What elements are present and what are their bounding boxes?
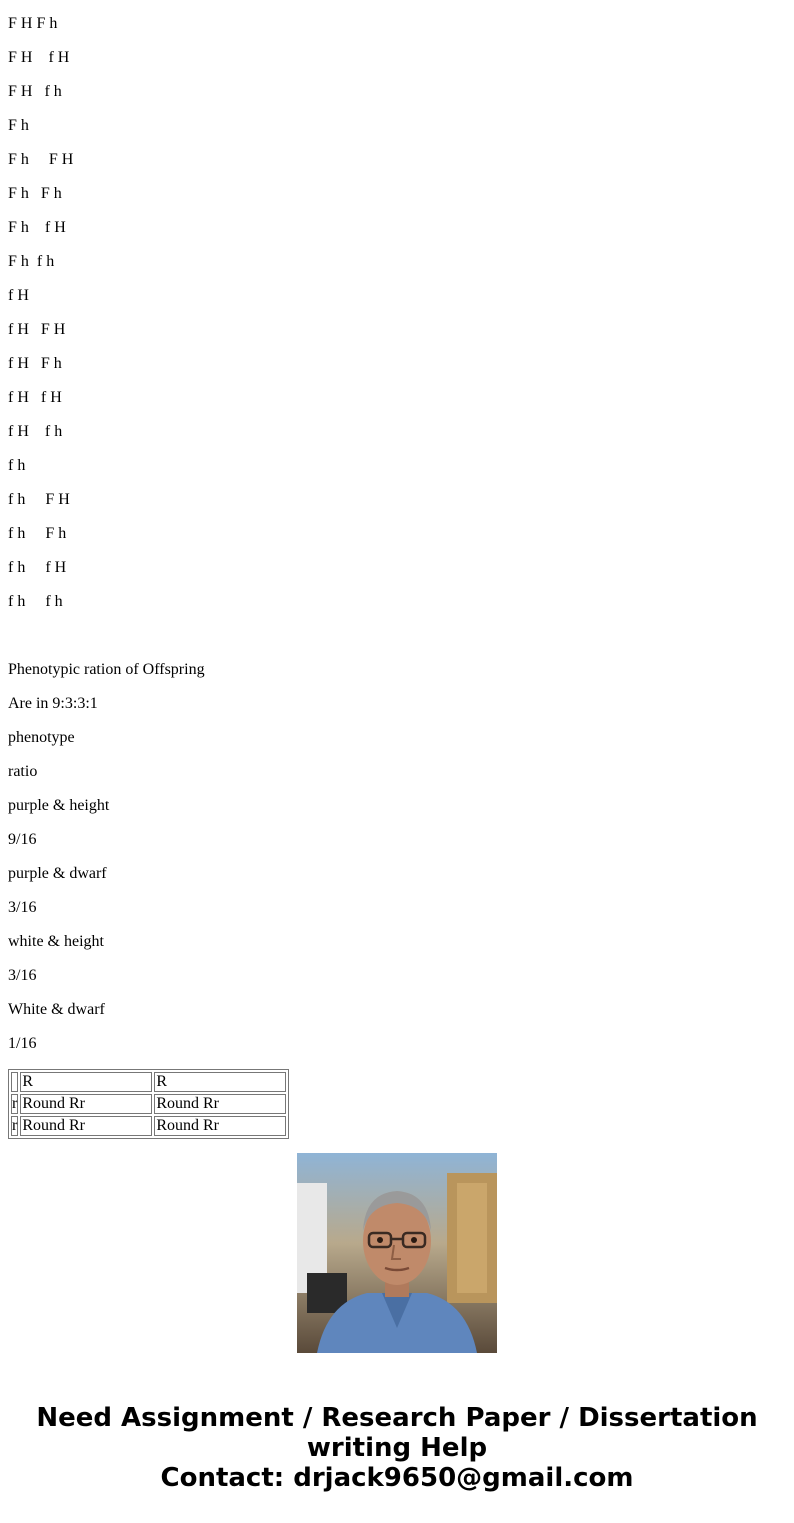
table-cell: r <box>12 1117 18 1134</box>
punnett-table <box>8 1069 289 1139</box>
phenotype-name: white & height <box>8 933 104 950</box>
gamete-line: F h <box>8 117 29 134</box>
table-cell: Round Rr <box>154 1116 286 1136</box>
table-cell: R <box>20 1072 152 1092</box>
phenotype-name: White & dwarf <box>8 1001 105 1018</box>
gamete-line: F H F h <box>8 15 58 32</box>
contact-banner <box>0 1403 794 1493</box>
person-portrait-icon <box>297 1153 497 1353</box>
gamete-line: F h F H <box>8 151 74 168</box>
gamete-line: f H F h <box>8 355 62 372</box>
phenotype-ratio: 3/16 <box>8 899 37 916</box>
punnett-table-container <box>8 1069 308 1134</box>
banner-line: Need Assignment / Research Paper / Dissertation <box>36 1403 758 1433</box>
table-cell <box>11 1072 18 1092</box>
gamete-line: f H f H <box>8 389 62 406</box>
table-cell: R <box>154 1072 286 1092</box>
phenotype-ratio: 3/16 <box>8 967 37 984</box>
table-row <box>11 1116 286 1136</box>
ratio-column-label: ratio <box>8 763 38 780</box>
banner-line: writing Help <box>306 1433 488 1463</box>
table-row <box>11 1094 286 1114</box>
phenotype-ratio: 1/16 <box>8 1035 37 1052</box>
phenotype-name: purple & height <box>8 797 110 814</box>
gamete-line: F h F h <box>8 185 62 202</box>
contact-email[interactable]: Contact: drjack9650@gmail.com <box>160 1463 634 1493</box>
table-cell: Round Rr <box>20 1094 152 1114</box>
gamete-line: F h f h <box>8 253 55 270</box>
gamete-line: f h <box>8 457 26 474</box>
gamete-line: F h f H <box>8 219 66 236</box>
gamete-line: f h F H <box>8 491 70 508</box>
gamete-line: f H F H <box>8 321 66 338</box>
table-cell: Round Rr <box>20 1116 152 1136</box>
table-cell: r <box>12 1095 18 1112</box>
gamete-line: f h f H <box>8 559 67 576</box>
table-row <box>11 1072 286 1092</box>
author-avatar <box>297 1153 497 1353</box>
gamete-line: F H f h <box>8 83 62 100</box>
phenotype-column-label: phenotype <box>8 729 75 746</box>
phenotype-name: purple & dwarf <box>8 865 107 882</box>
gamete-line: f h f h <box>8 593 63 610</box>
phenotype-heading: Phenotypic ration of Offspring <box>8 661 205 678</box>
phenotype-ratio-summary: Are in 9:3:3:1 <box>8 695 98 712</box>
table-cell: Round Rr <box>154 1094 286 1114</box>
gamete-line: F H f H <box>8 49 70 66</box>
gamete-line: f H <box>8 287 29 304</box>
gamete-line: f H f h <box>8 423 63 440</box>
phenotype-ratio: 9/16 <box>8 831 37 848</box>
gamete-line: f h F h <box>8 525 67 542</box>
